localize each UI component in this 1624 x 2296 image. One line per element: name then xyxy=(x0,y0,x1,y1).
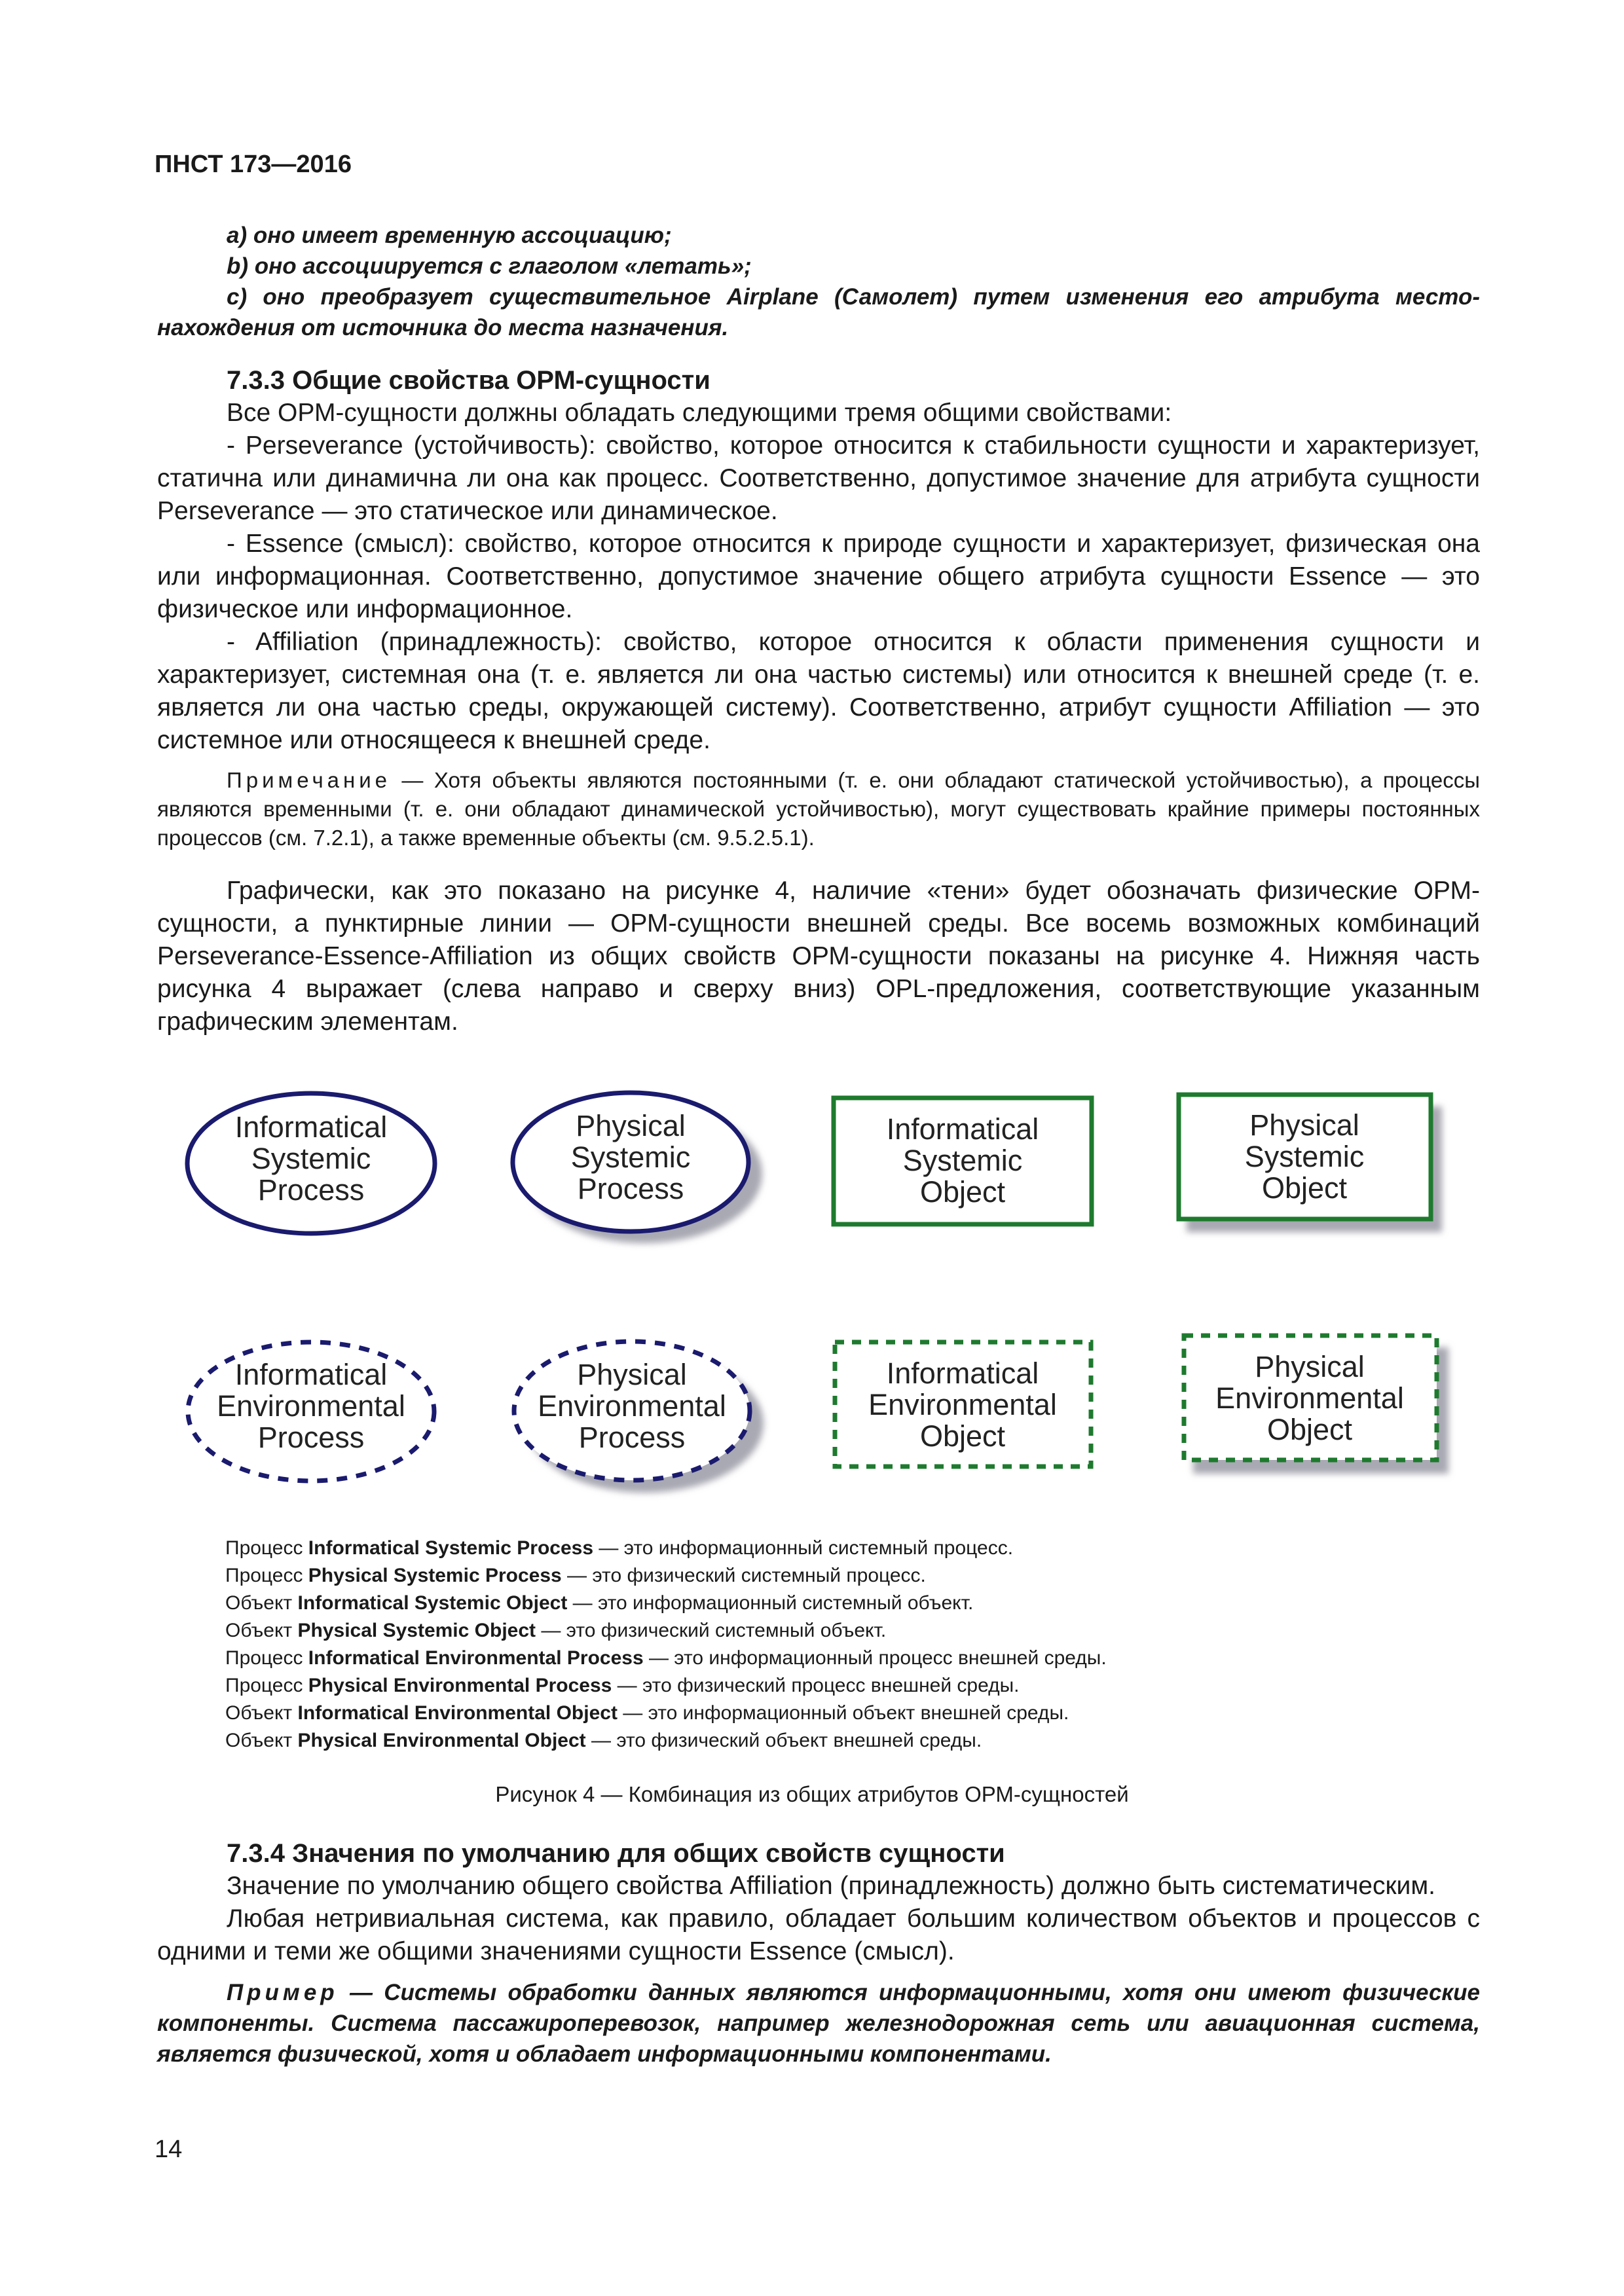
shape-label-line: Process xyxy=(577,1172,684,1205)
opl-sentence xyxy=(225,1617,886,1645)
note-label: Примечание xyxy=(227,768,392,792)
figure-4 xyxy=(0,1048,1624,1506)
shape-physical-systemic-process xyxy=(513,1093,762,1243)
shape-label-line: Physical xyxy=(577,1358,687,1391)
shape-physical-environmental-process xyxy=(514,1341,764,1493)
page-number: 14 xyxy=(155,2136,183,2163)
section-7-3-4 xyxy=(157,1837,1480,1968)
figure-caption: Рисунок 4 — Комбинация из общих атрибутов ОРМ-сущностей xyxy=(495,1782,1129,1806)
section-heading: 7.3.3 Общие свойства ОРМ-сущности xyxy=(227,366,710,395)
shape-informatical-systemic-object xyxy=(834,1098,1092,1224)
shape-label-line: Environmental xyxy=(538,1389,726,1423)
shape-informatical-environmental-object xyxy=(835,1342,1091,1467)
opl-suffix: — это физический системный объект. xyxy=(536,1620,887,1641)
shape-label-line: Physical xyxy=(1255,1350,1365,1383)
opl-suffix: — это физический процесс внешней среды. xyxy=(612,1675,1020,1696)
shape-label-line: Object xyxy=(919,1419,1006,1453)
shape-label-line: Process xyxy=(578,1421,686,1454)
shape-informatical-systemic-process xyxy=(187,1093,435,1233)
example-text: — Системы обработки данных являются информационными, хотя они имеют физические компоненты. Система пассажироперевозок, например железнодорожная сеть или авиационная система, является физической, хотя и обладает информационными компонентами. xyxy=(157,1980,1480,2067)
shape-label-line: Systemic xyxy=(251,1142,371,1175)
note-text: — Хотя объекты являются постоянными (т. е. они обладают статической устойчивостью), а процессы являются временными (т. е. они обладают динамической устойчивостью), могут существовать крайние примеры постоянных процессов (см. 7.2.1), а также временные объекты (см. 9.5.2.5.1). xyxy=(157,768,1480,850)
shape-physical-environmental-object xyxy=(1184,1336,1449,1474)
opl-prefix: Объект xyxy=(225,1730,298,1751)
note xyxy=(157,766,1480,852)
intro-list xyxy=(157,220,1480,343)
paragraph-affiliation: - Affiliation (принадлежность): свойство, которое относится к области применения сущности и характеризует, системная она (т. е. является ли она частью системы) или относится к внешней среде (т. е. является ли она частью среды, окружающей систему). Соответственно, атрибут сущности Affiliation — это системное или относящееся к внешней среде. xyxy=(157,628,1480,754)
shape-label-line: Environmental xyxy=(868,1388,1057,1421)
shape-label-line: Process xyxy=(257,1173,365,1207)
opl-prefix: Объект xyxy=(225,1702,298,1724)
opl-sentence xyxy=(225,1645,1107,1672)
shape-label-line: Environmental xyxy=(217,1389,405,1423)
shape-label-line: Informatical xyxy=(886,1112,1039,1146)
shape-label-line: Object xyxy=(1261,1171,1348,1205)
shape-label-line: Informatical xyxy=(234,1358,388,1391)
opl-suffix: — это информационный процесс внешней среды. xyxy=(643,1647,1107,1669)
example xyxy=(157,1977,1480,2069)
shape-label-line: Environmental xyxy=(1215,1381,1404,1415)
opl-sentence xyxy=(225,1700,1069,1727)
opl-sentence xyxy=(225,1672,1020,1700)
opl-suffix: — это физический объект внешней среды. xyxy=(585,1730,982,1751)
opl-sentence xyxy=(225,1535,1013,1562)
paragraph: Значение по умолчанию общего свойства Affiliation (принадлежность) должно быть систематическим. xyxy=(227,1872,1435,1900)
opl-prefix: Процесс xyxy=(225,1675,308,1696)
opl-entity-name: Informatical Systemic Object xyxy=(297,1592,568,1614)
section-7-3-3 xyxy=(157,364,1480,757)
shape-label-line: Process xyxy=(257,1421,365,1454)
list-item-b: b) оно ассоциируется с глаголом «летать»; xyxy=(227,253,752,279)
opl-prefix: Процесс xyxy=(225,1647,308,1669)
document-id: ПНСТ 173—2016 xyxy=(155,151,352,178)
opl-suffix: — это информационный объект внешней среды. xyxy=(617,1702,1069,1724)
example-label: Пример xyxy=(227,1980,339,2005)
paragraph-graphic: Графически, как это показано на рисунке 4, наличие «тени» будет обозначать физические ОРМ-сущности, а пунктирные линии — ОРМ-сущности внешней среды. Все восемь возможных комбинаций Perseverance-Essence-Affiliation из общих свойств ОРМ-сущности показаны на рисунке 4. Нижняя часть рисунка 4 выражает (слева направо и сверху вниз) OPL-предложения, соответствующие указанным графическим элементам. xyxy=(157,877,1480,1036)
opl-entity-name: Informatical Environmental Object xyxy=(297,1702,618,1724)
paragraph-perseverance: - Perseverance (устойчивость): свойство, которое относится к стабильности сущности и характеризует, статична или динамична ли она как процесс. Соответственно, допустимое значение для атрибута сущности Perseverance — это статическое или динамическое. xyxy=(157,431,1480,525)
shape-label-line: Informatical xyxy=(234,1110,388,1144)
shape-label-line: Systemic xyxy=(1244,1140,1365,1173)
opl-suffix: — это информационный системный объект. xyxy=(567,1592,974,1614)
shape-label-line: Physical xyxy=(1249,1108,1359,1142)
opl-entity-name: Physical Environmental Process xyxy=(308,1675,612,1696)
opl-sentence xyxy=(225,1590,973,1617)
opl-sentence xyxy=(225,1727,982,1755)
section-heading: 7.3.4 Значения по умолчанию для общих свойств сущности xyxy=(227,1839,1005,1868)
paragraph-essence: - Essence (смысл): свойство, которое относится к природе сущности и характеризует, физическая она или информационная. Соответственно, допустимое значение общего атрибута сущности Essence — это физическое или информационное. xyxy=(157,530,1480,623)
shape-label-line: Physical xyxy=(576,1109,686,1142)
list-item-c: c) оно преобразует существительное Airplane (Самолет) путем изменения его атрибута место-нахождения от источника до места назначения. xyxy=(157,284,1480,340)
shape-label-line: Systemic xyxy=(902,1144,1023,1177)
opl-prefix: Объект xyxy=(225,1592,298,1614)
opl-suffix: — это физический системный процесс. xyxy=(561,1565,926,1586)
opl-entity-name: Informatical Systemic Process xyxy=(308,1537,594,1559)
shape-label-line: Informatical xyxy=(886,1357,1039,1390)
paragraph: Все ОРМ-сущности должны обладать следующими тремя общими свойствами: xyxy=(227,399,1172,427)
shape-label-line: Systemic xyxy=(570,1140,691,1174)
opl-sentence xyxy=(225,1562,926,1590)
opl-prefix: Процесс xyxy=(225,1565,308,1586)
opl-entity-name: Physical Environmental Object xyxy=(297,1730,586,1751)
opl-suffix: — это информационный системный процесс. xyxy=(593,1537,1014,1559)
shape-informatical-environmental-process xyxy=(188,1342,434,1481)
opl-entity-name: Physical Systemic Process xyxy=(308,1565,562,1586)
opl-entity-name: Informatical Environmental Process xyxy=(308,1647,644,1669)
paragraph: Любая нетривиальная система, как правило, обладает большим количеством объектов и процессов с одними и теми же общими значениями сущности Essence (смысл). xyxy=(157,1904,1480,1965)
list-item-a: a) оно имеет временную ассоциацию; xyxy=(227,223,672,248)
opl-prefix: Процесс xyxy=(225,1537,308,1559)
opl-prefix: Объект xyxy=(225,1620,298,1641)
shape-label-line: Object xyxy=(919,1175,1006,1209)
shape-physical-systemic-object xyxy=(1179,1095,1442,1232)
shape-label-line: Object xyxy=(1266,1413,1353,1446)
opl-entity-name: Physical Systemic Object xyxy=(297,1620,536,1641)
